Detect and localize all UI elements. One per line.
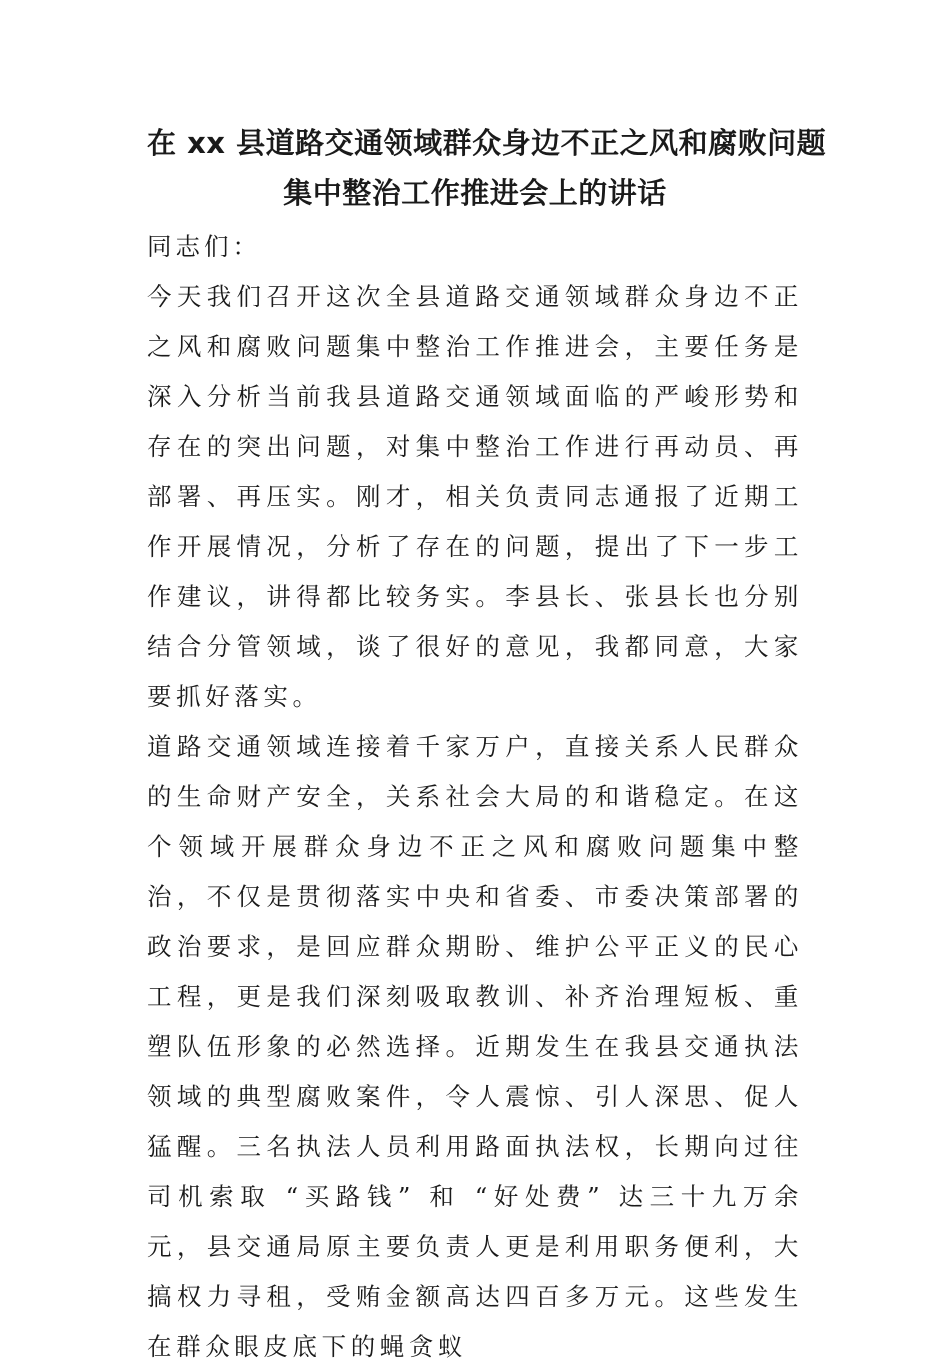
paragraph-2: 道路交通领域连接着千家万户，直接关系人民群众的生命财产安全，关系社会大局的和谐稳定。在这个领域开展群众身边不正之风和腐败问题集中整治，不仅是贯彻落实中央和省委、市委决策部署的政治要求，是回应群众期盼、维护公平正义的民心工程，更是我们深刻吸取教训、补齐治理短板、重塑队伍形象的必然选择。近期发生在我县交通执法领域的典型腐败案件，令人震惊、引人深思、促人猛醒。三名执法人员利用路面执法权，长期向过往司机索取 “买路钱” 和 “好处费” 达三十九万余元，县交通局原主要负责人更是利用职务便利，大搞权力寻租，受贿金额高达四百多万元。这些发生在群众眼皮底下的蝇贪蚁 — [147, 732, 803, 1361]
title-line-1: 在 xx 县道路交通领域群众身边不正之风和腐败问题 — [147, 126, 827, 160]
document-page — [147, 118, 827, 1372]
document-title — [147, 118, 827, 218]
greeting: 同志们： — [147, 232, 261, 261]
paragraph-1: 今天我们召开这次全县道路交通领域群众身边不正之风和腐败问题集中整治工作推进会，主要任务是深入分析当前我县道路交通领域面临的严峻形势和存在的突出问题，对集中整治工作进行再动员、再部署、再压实。刚才，相关负责同志通报了近期工作开展情况，分析了存在的问题，提出了下一步工作建议，讲得都比较务实。李县长、张县长也分别结合分管领域，谈了很好的意见，我都同意，大家要抓好落实。 — [147, 282, 803, 711]
title-line-2: 集中整治工作推进会上的讲话 — [283, 176, 667, 210]
document-body — [147, 222, 803, 1372]
